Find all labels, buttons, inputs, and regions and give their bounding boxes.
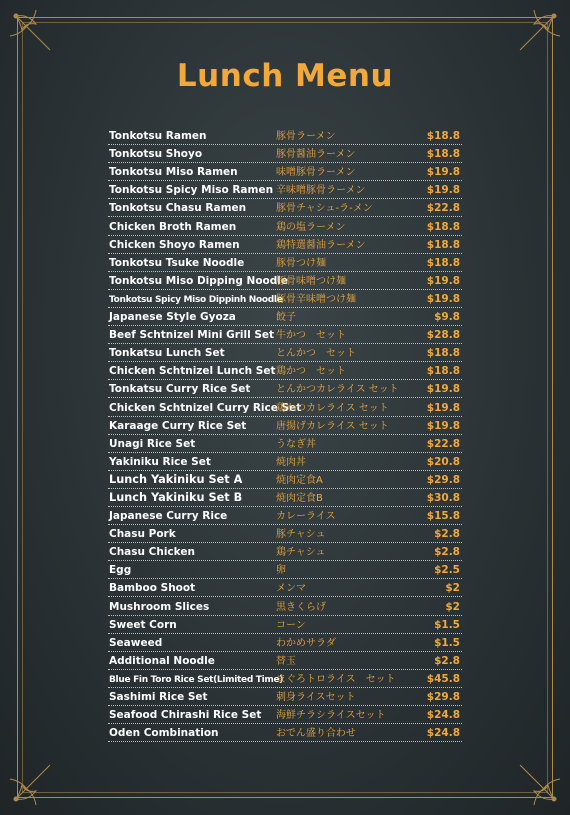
menu-item [108, 688, 462, 706]
menu-item-price: $18.8 [426, 238, 460, 251]
menu-item-price: $19.8 [426, 166, 460, 179]
menu-item [108, 344, 462, 362]
menu-item-japanese-name: 替玉 [276, 655, 296, 667]
menu-item [108, 380, 462, 398]
menu-item-japanese-name: 焼肉定食A [276, 474, 323, 486]
menu-item [108, 272, 462, 290]
menu-item-price: $19.8 [426, 383, 460, 396]
menu-item [108, 290, 462, 308]
menu-item-japanese-name: わかめサラダ [276, 637, 336, 649]
menu-item-japanese-name: 刺身ライスセット [276, 692, 356, 703]
menu-item-japanese-name: 黒きくらげ [276, 601, 326, 613]
menu-item [108, 181, 462, 199]
menu-item-japanese-name: コーン [276, 619, 306, 631]
menu-item [108, 561, 462, 579]
menu-item-price: $28.8 [426, 329, 460, 342]
menu-item-name: Beef Schtnizel Mini Grill Set [109, 329, 275, 342]
menu-item-japanese-name: 餃子 [276, 312, 296, 324]
menu-item [108, 597, 462, 615]
menu-item-price: $29.8 [426, 691, 460, 703]
menu-item-price: $20.8 [426, 455, 460, 468]
flourish-corner-icon [6, 749, 66, 809]
menu-item-name: Tonkotsu Tsuke Noodle [109, 256, 245, 269]
menu-item [108, 579, 462, 597]
flourish-corner-icon [504, 6, 564, 66]
menu-list [108, 127, 462, 742]
menu-item-japanese-name: カレーライス [276, 511, 336, 523]
menu-item-name: Tonkotsu Spicy Miso Ramen [109, 184, 274, 197]
menu-item [108, 724, 462, 742]
menu-item-price: $2.5 [434, 564, 460, 577]
menu-item-name: Yakiniku Rice Set [109, 455, 211, 468]
menu-item-japanese-name: 味噌豚骨ラーメン [276, 167, 356, 179]
menu-item-japanese-name: とんかつカレライス セット [276, 384, 399, 396]
menu-item-japanese-name: 焼肉丼 [276, 456, 306, 468]
menu-item-japanese-name: 豚骨ラーメン [276, 131, 336, 143]
menu-item [108, 163, 462, 181]
menu-item-japanese-name: 卵 [276, 565, 286, 577]
menu-item [108, 217, 462, 235]
flourish-corner-icon [6, 6, 66, 66]
menu-item-name: Japanese Style Gyoza [109, 311, 236, 324]
menu-item [108, 127, 462, 145]
menu-item [108, 652, 462, 670]
menu-item-name: Bamboo Shoot [109, 582, 196, 595]
menu-item-name: Karaage Curry Rice Set [109, 419, 247, 432]
menu-item-price: $22.8 [426, 202, 460, 215]
menu-item [108, 616, 462, 634]
menu-item-name: Tonkotsu Shoyo [109, 148, 203, 161]
menu-item-japanese-name: 鶏チャシュ [276, 547, 326, 559]
menu-item [108, 145, 462, 163]
menu-item [108, 453, 462, 471]
menu-item-name: Blue Fin Toro Rice Set(Limited Time) [109, 674, 284, 685]
menu-item-japanese-name: 焼肉定食B [276, 492, 323, 504]
menu-item-name: Additional Noodle [109, 654, 215, 667]
menu-item-price: $45.8 [426, 672, 460, 685]
menu-item-name: Tonkotsu Spicy Miso Dippinh Noodle [109, 294, 283, 305]
menu-item-price: $24.8 [426, 727, 460, 740]
menu-item-japanese-name: 鶏の塩ラーメン [276, 221, 346, 233]
menu-item-name: Tonkotsu Miso Dipping Noodle [109, 274, 288, 287]
menu-item [108, 525, 462, 543]
menu-item-price: $30.8 [426, 491, 460, 504]
menu-item-name: Sashimi Rice Set [109, 691, 208, 703]
menu-item-price: $18.8 [426, 130, 460, 143]
menu-item-price: $19.8 [426, 274, 460, 287]
menu-item-name: Chicken Shoyo Ramen [109, 238, 240, 251]
menu-item-name: Tonkotsu Ramen [109, 130, 207, 143]
menu-item-price: $18.8 [426, 148, 460, 161]
menu-item [108, 417, 462, 435]
menu-item-price: $1.5 [434, 618, 460, 631]
menu-item-japanese-name: 辛味噌豚骨ラーメン [276, 185, 366, 197]
menu-item-name: Egg [109, 564, 132, 577]
menu-item-price: $1.5 [434, 636, 460, 649]
menu-item-japanese-name: とんかつ セット [276, 348, 356, 360]
menu-item-name: Chasu Pork [109, 528, 176, 541]
menu-item-name: Mushroom Slices [109, 600, 210, 613]
menu-item-price: $2.8 [434, 546, 460, 559]
menu-item [108, 362, 462, 380]
menu-item-name: Japanese Curry Rice [109, 510, 228, 523]
menu-item [108, 543, 462, 561]
menu-item-price: $2 [445, 582, 460, 595]
menu-item-price: $15.8 [426, 510, 460, 523]
menu-item-price: $19.8 [426, 401, 460, 414]
menu-item-price: $22.8 [426, 437, 460, 450]
menu-item-price: $2.8 [434, 528, 460, 541]
menu-item-price: $19.8 [426, 292, 460, 305]
menu-item [108, 471, 462, 489]
menu-item-name: Tonkatsu Curry Rice Set [109, 383, 251, 396]
menu-item-price: $18.8 [426, 220, 460, 233]
menu-item-price: $29.8 [426, 473, 460, 486]
menu-item-price: $18.8 [426, 256, 460, 269]
menu-item-name: Lunch Yakiniku Set A [109, 472, 243, 486]
menu-item-price: $18.8 [426, 365, 460, 378]
menu-item-price: $18.8 [426, 347, 460, 360]
menu-item-name: Sweet Corn [109, 618, 177, 631]
menu-item [108, 435, 462, 453]
menu-item-price: $24.8 [426, 709, 460, 722]
menu-item-japanese-name: うなぎ丼 [276, 438, 316, 450]
menu-item-name: Chicken Schtnizel Curry Rice Set [109, 401, 302, 414]
menu-item [108, 706, 462, 724]
menu-item-japanese-name: 豚骨醤油ラーメン [276, 149, 356, 161]
menu-item-name: Seafood Chirashi Rice Set [109, 709, 262, 722]
menu-item-name: Lunch Yakiniku Set B [109, 490, 243, 504]
menu-item [108, 254, 462, 272]
menu-item-japanese-name: メンマ [276, 583, 306, 595]
menu-item [108, 308, 462, 326]
page-title: Lunch Menu [176, 58, 394, 94]
menu-item-name: Tonkotsu Chasu Ramen [109, 202, 247, 215]
menu-item-price: $2 [445, 600, 460, 613]
menu-item-japanese-name: 鶏かつカレライス セット [276, 402, 389, 414]
menu-item-japanese-name: 豚骨つけ麺 [276, 257, 326, 269]
menu-item-japanese-name: 豚チャシュ [276, 529, 326, 541]
menu-item [108, 507, 462, 525]
menu-item [108, 634, 462, 652]
menu-item-japanese-name: 鶏かつ セット [276, 366, 346, 378]
menu-item-japanese-name: 唐揚げカレライス セット [276, 420, 389, 432]
menu-item-price: $19.8 [426, 184, 460, 197]
menu-item [108, 236, 462, 254]
menu-item-japanese-name: 牛かつ セット [276, 330, 346, 342]
menu-item [108, 199, 462, 217]
menu-item-japanese-name: 豚骨チャシュ-ラ-メン [276, 203, 373, 215]
menu-item-name: Seaweed [109, 636, 163, 649]
menu-item-price: $19.8 [426, 419, 460, 432]
menu-item-name: Chicken Broth Ramen [109, 220, 237, 233]
menu-item-name: Tonkatsu Lunch Set [109, 347, 225, 360]
menu-item-name: Unagi Rice Set [109, 437, 196, 450]
menu-item-name: Chicken Schtnizel Lunch Set [109, 365, 276, 378]
menu-item-price: $9.8 [434, 311, 460, 324]
menu-item [108, 489, 462, 507]
menu-item-name: Chasu Chicken [109, 546, 195, 559]
menu-item-japanese-name: 豚骨味噌つけ麺 [276, 275, 346, 287]
menu-item-name: Oden Combination [109, 727, 219, 740]
menu-item-japanese-name: 海鮮チラシライスセット [276, 710, 386, 722]
menu-item-name: Tonkotsu Miso Ramen [109, 166, 238, 179]
menu-item-japanese-name: 豚骨辛味噌つけ麺 [276, 293, 356, 305]
menu-item-price: $2.8 [434, 654, 460, 667]
menu-item [108, 326, 462, 344]
menu-item [108, 670, 462, 688]
flourish-corner-icon [504, 749, 564, 809]
menu-item-japanese-name: まぐろトロライス セット [276, 673, 396, 685]
menu-item-japanese-name: おでん盛り合わせ [276, 728, 356, 740]
menu-item [108, 398, 462, 416]
menu-item-japanese-name: 鶏特選醤油ラーメン [276, 239, 366, 251]
